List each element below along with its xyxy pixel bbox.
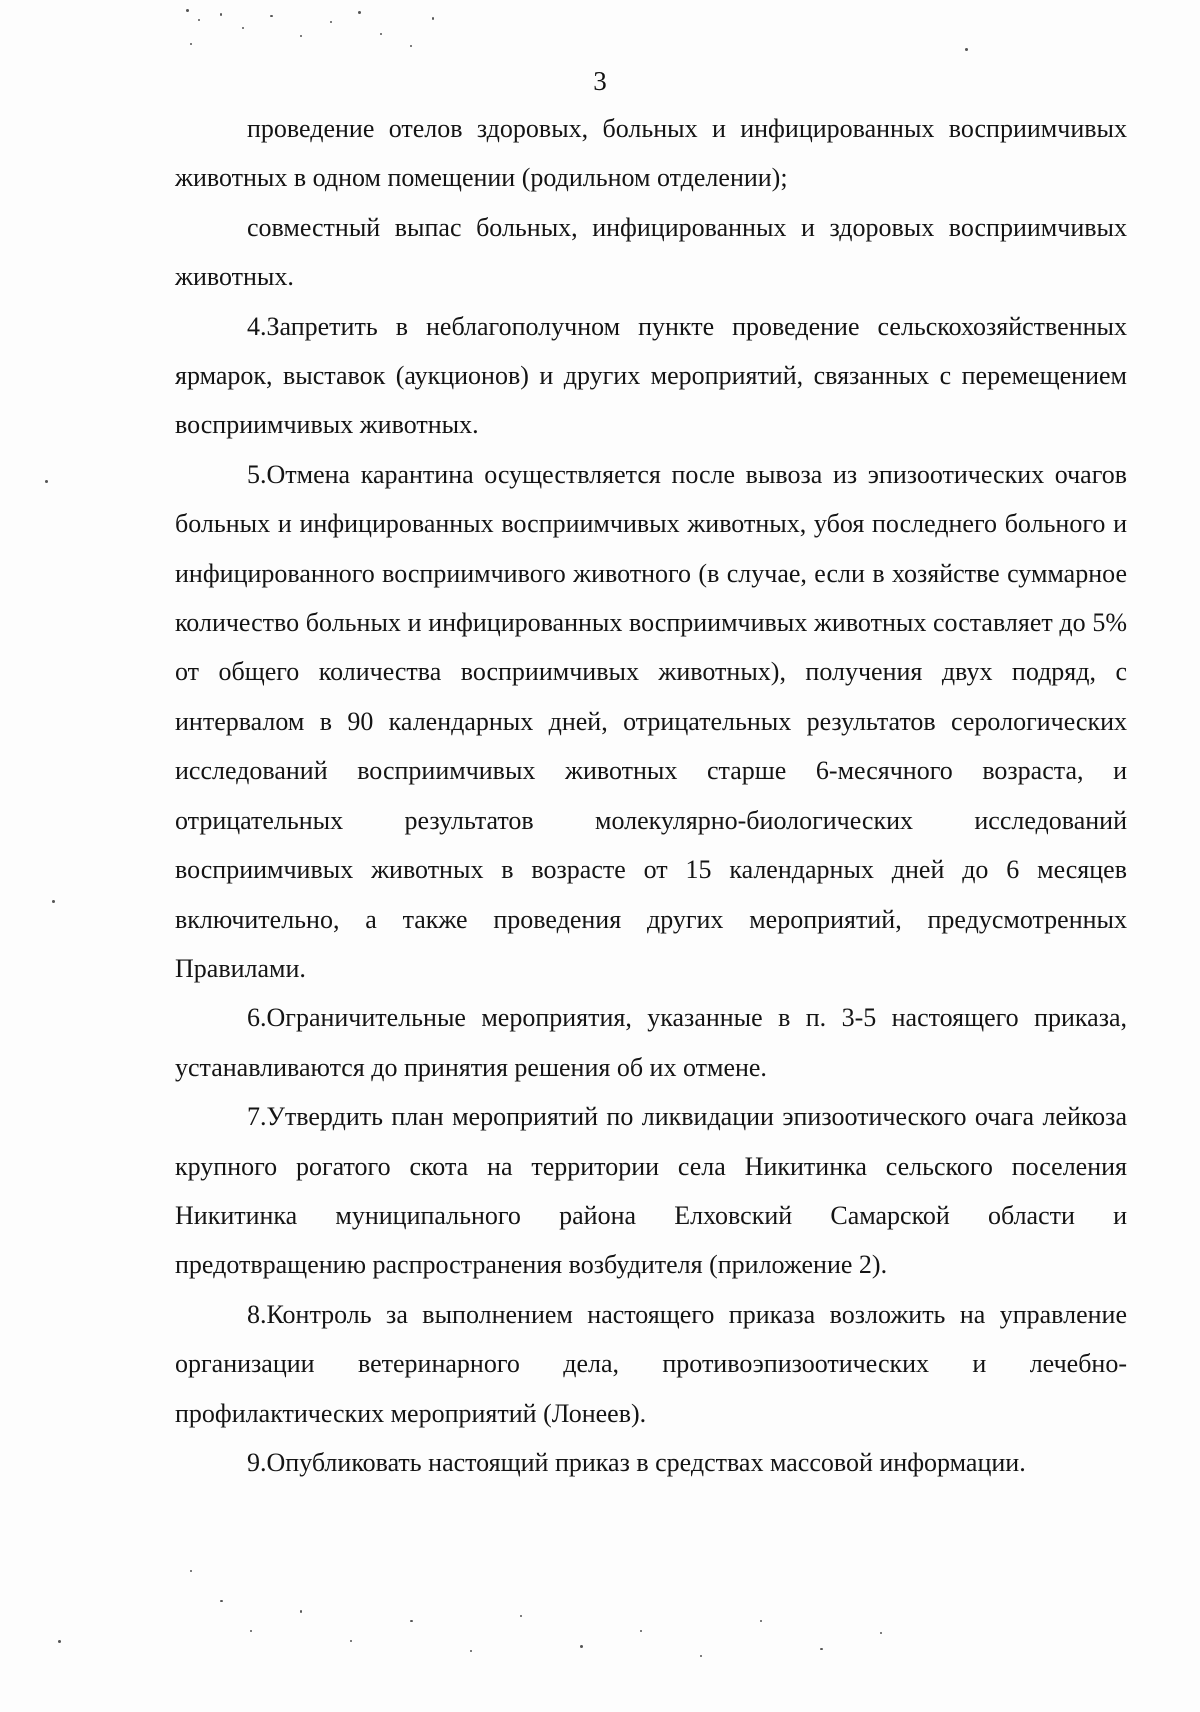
scan-speck [45, 480, 48, 483]
scan-noise-bottom [180, 1560, 980, 1670]
paragraph-item-6: 6.Ограничительные мероприятия, указанные в п. 3-5 настоящего приказа, устанавливаются до принятия решения об их отмене. [175, 1003, 1127, 1082]
document-body [175, 104, 1127, 1487]
paragraph-item-4: 4.Запретить в неблагополучном пункте проведение сельскохозяйственных ярмарок, выставок (аукционов) и других мероприятий, связанных с перемещением восприимчивых животных. [175, 311, 1127, 440]
scan-speck [52, 900, 55, 903]
scan-speck [58, 1640, 61, 1643]
paragraph-item-9: 9.Опубликовать настоящий приказ в средствах массовой информации. [247, 1447, 1026, 1477]
paragraph-item-8: 8.Контроль за выполнением настоящего приказа возложить на управление организации ветеринарного дела, противоэпизоотических и лечебно-профилактических мероприятий (Лонеев). [175, 1299, 1127, 1428]
scan-noise-top [180, 5, 460, 55]
paragraph-item-7: 7.Утвердить план мероприятий по ликвидации эпизоотического очага лейкоза крупного рогатого скота на территории села Никитинка сельского поселения Никитинка муниципального района Елховский Самарской области и предотвращению распространения возбудителя (приложение 2). [175, 1102, 1127, 1280]
paragraph-item-5: 5.Отмена карантина осуществляется после вывоза из эпизоотических очагов больных и инфицированных восприимчивых животных, убоя последнего больного и инфицированного восприимчивого животного (в случае, если в хозяйстве суммарное количество больных и инфицированных восприимчивых животных составляет до 5% от общего количества восприимчивых животных), получения двух подряд, с интервалом в 90 календарных дней, отрицательных результатов серологических исследований восприимчивых животных старше 6-месячного возраста, и отрицательных результатов молекулярно-биологических исследований восприимчивых животных в возрасте от 15 календарных дней до 6 месяцев включительно, а также проведения других мероприятий, предусмотренных Правилами. [175, 459, 1127, 983]
scan-speck [965, 48, 968, 51]
paragraph-calving-restriction: проведение отелов здоровых, больных и инфицированных восприимчивых животных в одном помещении (родильном отделении); [175, 114, 1127, 193]
paragraph-joint-grazing: совместный выпас больных, инфицированных и здоровых восприимчивых животных. [175, 212, 1127, 292]
page-number: 3 [593, 66, 607, 96]
